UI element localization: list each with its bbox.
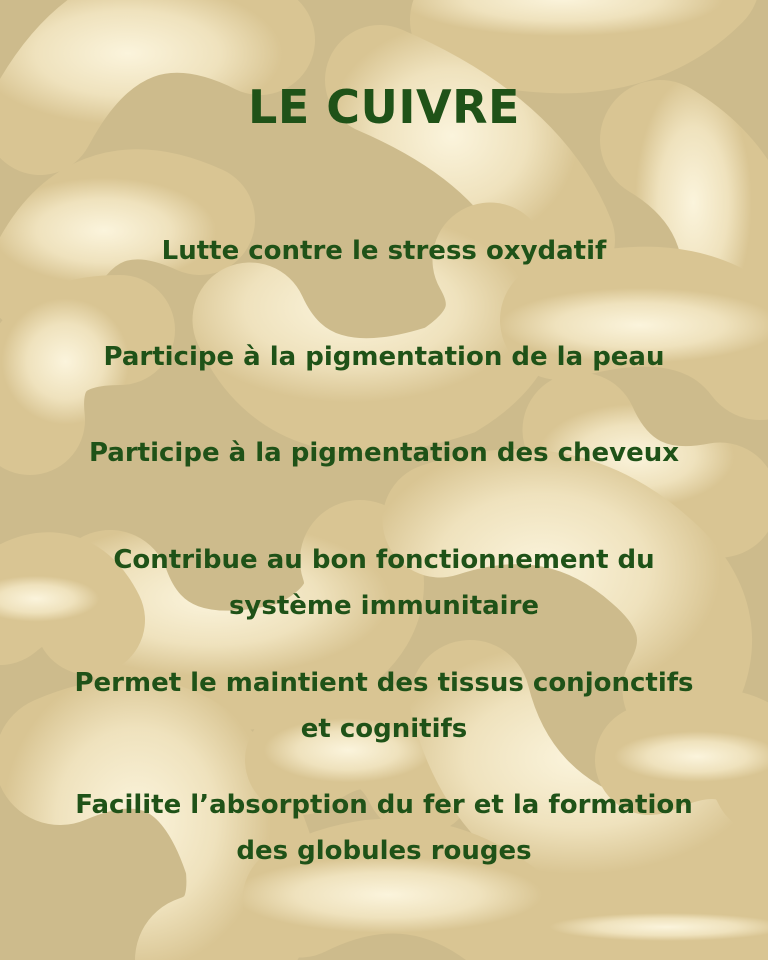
benefit-item — [0, 228, 768, 274]
benefit-item — [0, 782, 768, 874]
benefit-line: Contribue au bon fonctionnement du — [113, 545, 655, 575]
benefit-line: et cognitifs — [300, 714, 468, 744]
benefit-line: Lutte contre le stress oxydatif — [161, 236, 607, 266]
benefit-line: Participe à la pigmentation de la peau — [103, 342, 665, 372]
benefit-line: des globules rouges — [236, 836, 532, 866]
page-title: LE CUIVRE — [248, 80, 520, 134]
benefit-item — [0, 334, 768, 380]
benefit-line: Facilite l’absorption du fer et la formation — [75, 790, 693, 820]
benefit-line: système immunitaire — [228, 591, 540, 621]
benefit-item — [0, 660, 768, 752]
benefit-item — [0, 537, 768, 629]
benefit-line: Permet le maintient des tissus conjonctifs — [74, 668, 694, 698]
benefit-line: Participe à la pigmentation des cheveux — [88, 438, 680, 468]
benefit-item — [0, 430, 768, 476]
